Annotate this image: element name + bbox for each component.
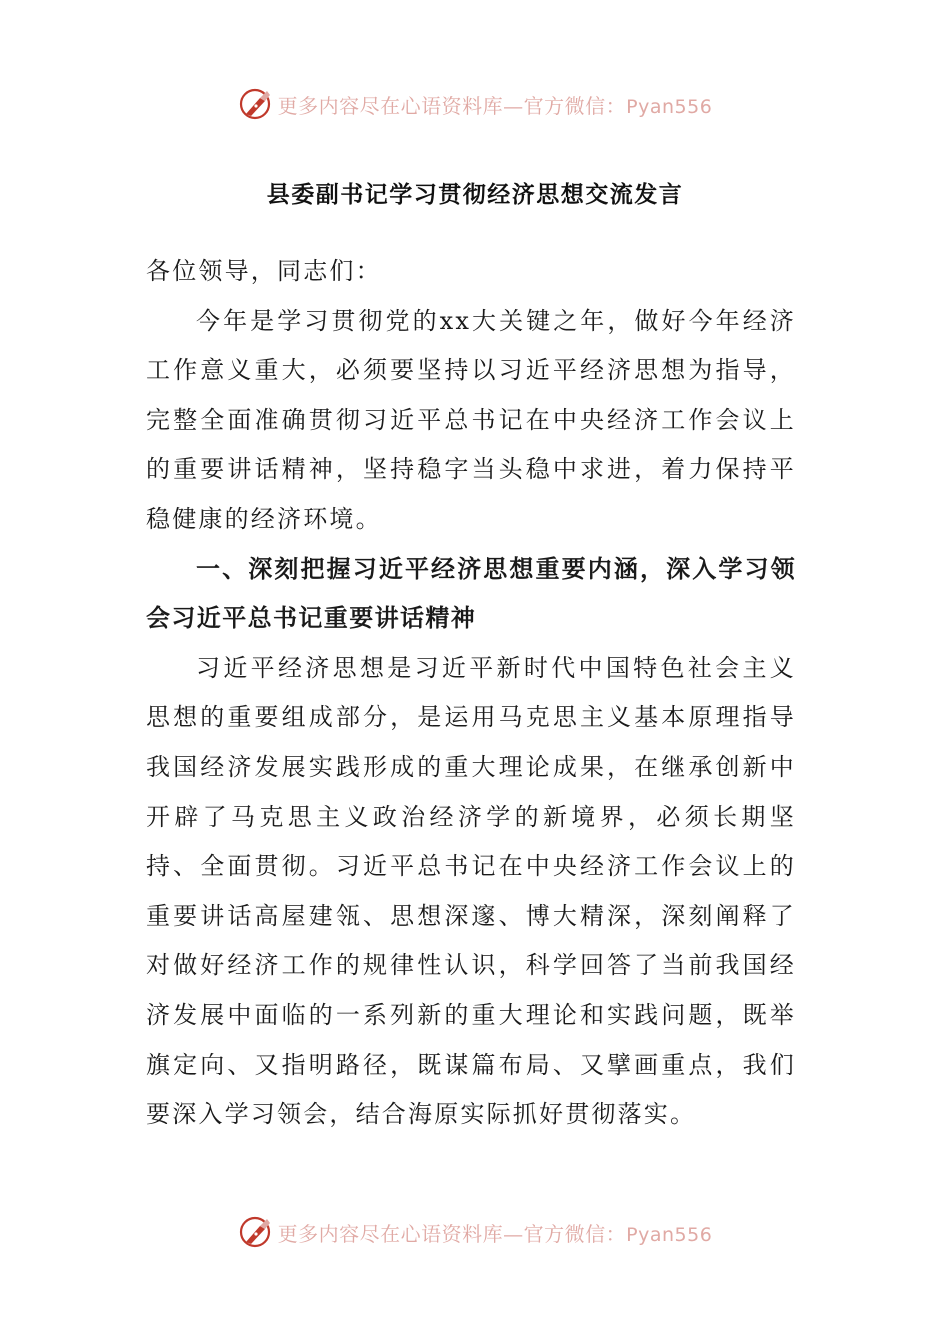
footer-watermark-banner [0,1212,950,1252]
document-body [146,247,796,1140]
section-heading: 一、深刻把握习近平经济思想重要内涵，深入学习领会习近平总书记重要讲话精神 [146,554,796,633]
footer-banner-text: 更多内容尽在心语资料库—官方微信：Pyan556 [277,1221,713,1246]
document-title: 县委副书记学习贯彻经济思想交流发言 [266,182,684,208]
pen-nib-logo-icon [238,86,274,122]
pen-nib-logo-icon [238,1214,274,1250]
header-banner-text: 更多内容尽在心语资料库—官方微信：Pyan556 [277,93,713,118]
header-watermark-banner [0,84,950,124]
footer-wechat-id: Pyan556 [626,1223,713,1246]
intro-paragraph: 今年是学习贯彻党的xx大关键之年，做好今年经济工作意义重大，必须要坚持以习近平经济思想为指导，完整全面准确贯彻习近平总书记在中央经济工作会议上的重要讲话精神，坚持稳字当头稳中求进，着力保持平稳健康的经济环境。 [146,306,796,533]
salutation: 各位领导，同志们： [146,257,382,285]
header-wechat-id: Pyan556 [626,95,713,118]
section-body-paragraph: 习近平经济思想是习近平新时代中国特色社会主义思想的重要组成部分，是运用马克思主义基本原理指导我国经济发展实践形成的重大理论成果，在继承创新中开辟了马克思主义政治经济学的新境界，必须长期坚持、全面贯彻。习近平总书记在中央经济工作会议上的重要讲话高屋建瓴、思想深邃、博大精深，深刻阐释了对做好经济工作的规律性认识，科学回答了当前我国经济发展中面临的一系列新的重大理论和实践问题，既举旗定向、又指明路径，既谋篇布局、又擘画重点，我们要深入学习领会，结合海原实际抓好贯彻落实。 [146,653,796,1129]
